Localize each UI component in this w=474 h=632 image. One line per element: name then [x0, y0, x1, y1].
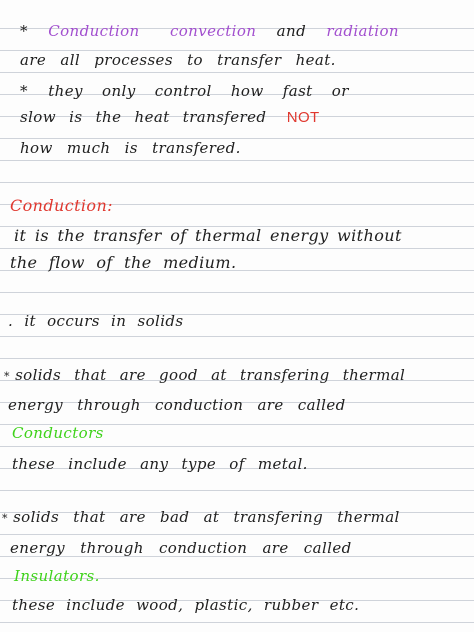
- conductors-line-1: [4, 366, 405, 384]
- bullet-star: *: [20, 22, 28, 40]
- insulators-examples: these include wood, plastic, rubber etc.: [12, 596, 360, 614]
- intro-line-1: [20, 22, 399, 40]
- conductors-examples: these include any type of metal.: [12, 455, 308, 473]
- definition-line-1: it is the transfer of thermal energy without: [14, 226, 402, 245]
- intro-line-3-text: they only control how fast or: [48, 82, 349, 100]
- intro-line-5: how much is transfered.: [20, 139, 241, 157]
- term-radiation: radiation: [326, 22, 399, 40]
- definition-line-2: the flow of the medium.: [10, 253, 237, 272]
- intro-line-2: are all processes to transfer heat.: [20, 51, 336, 69]
- term-conduction: Conduction: [48, 22, 140, 40]
- conductors-line-1-text: solids that are good at transfering thermal: [15, 366, 406, 384]
- insulators-line-1: [2, 508, 400, 526]
- term-insulators: Insulators.: [14, 567, 100, 585]
- conductors-line-2: energy through conduction are called: [8, 396, 346, 414]
- insulators-line-2: energy through conduction are called: [10, 539, 352, 557]
- intro-line-3: [20, 82, 349, 100]
- emphasis-not: NOT: [286, 109, 320, 126]
- bullet-star: *: [20, 82, 28, 100]
- intro-line-4-text: slow is the heat transfered: [20, 108, 267, 126]
- term-convection: convection: [169, 22, 257, 40]
- bullet-star: *: [2, 512, 8, 525]
- heading-conduction: Conduction:: [10, 196, 113, 215]
- bullet-star: *: [4, 370, 10, 383]
- intro-line-4: [20, 108, 320, 126]
- term-conductors: Conductors: [12, 424, 104, 442]
- insulators-line-1-text: solids that are bad at transfering thermal: [13, 508, 400, 526]
- point-solids: . it occurs in solids: [8, 312, 184, 330]
- word-and: and: [276, 22, 307, 40]
